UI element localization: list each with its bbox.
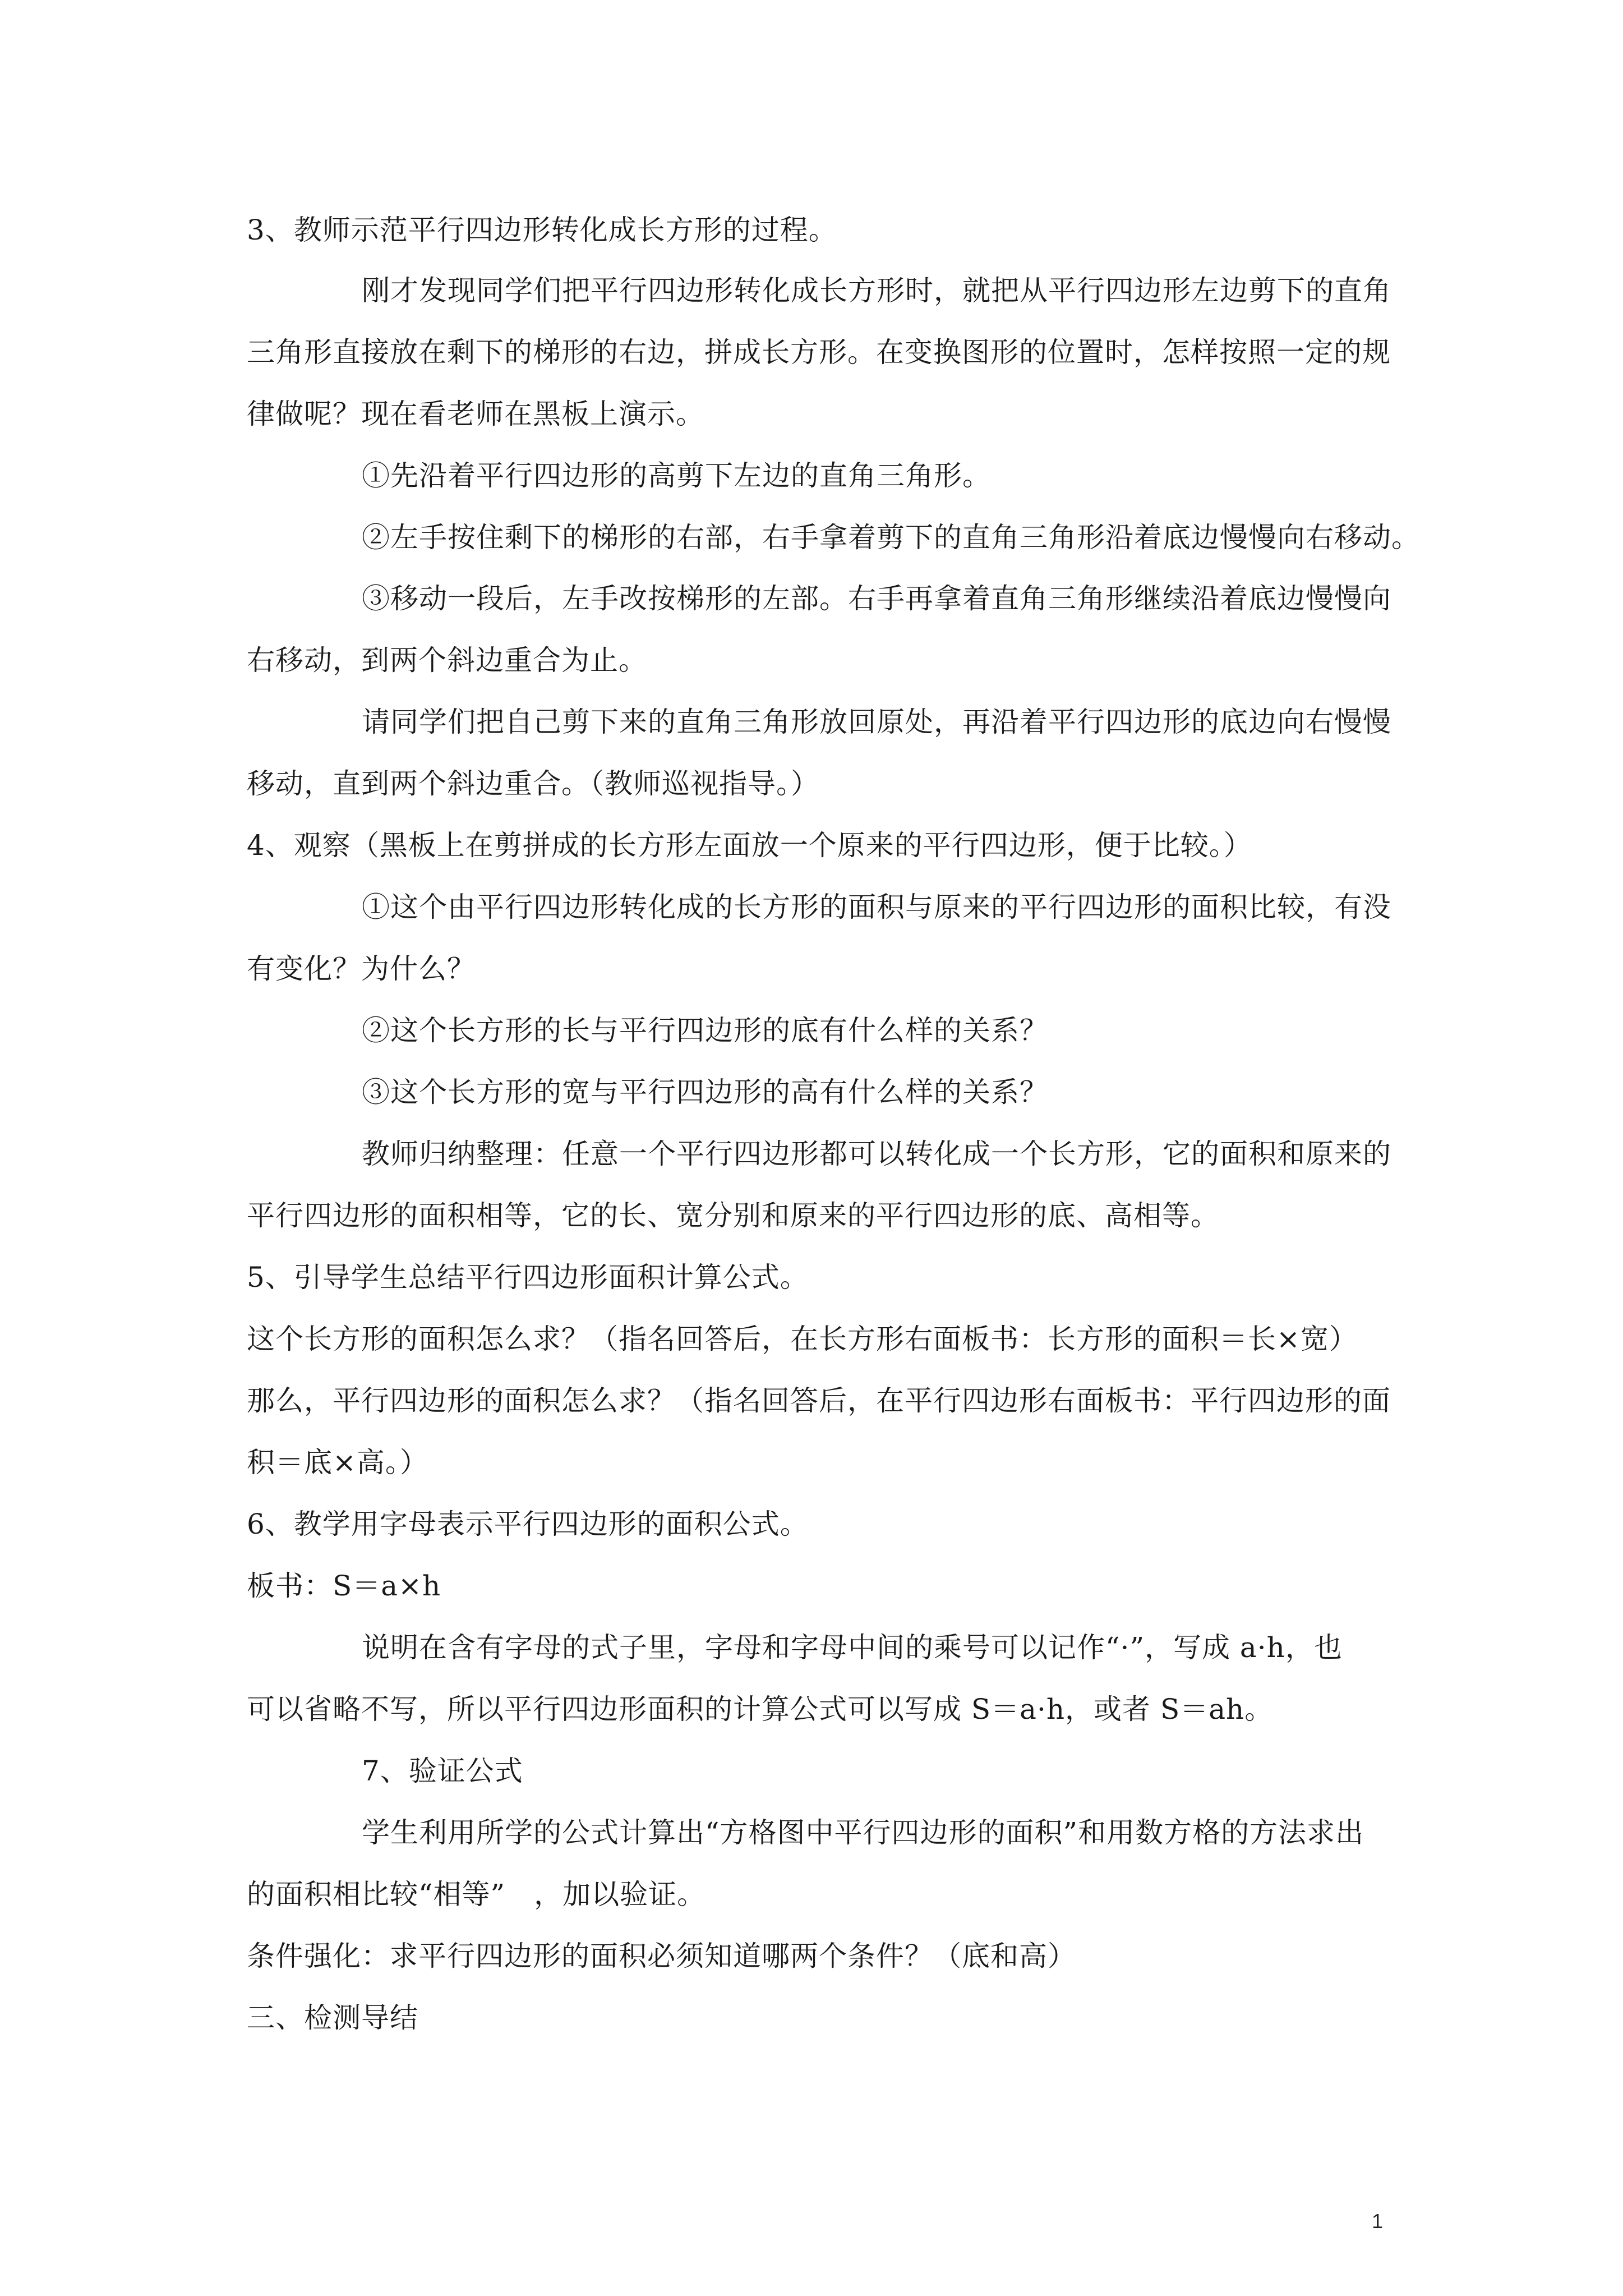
paragraph-line: 积＝底×高。） [247, 1446, 428, 1479]
paragraph-line: 刚才发现同学们把平行四边形转化成长方形时，就把从平行四边形左边剪下的直角 [362, 274, 1391, 307]
paragraph-line: 这个长方形的面积怎么求？（指名回答后，在长方形右面板书：长方形的面积＝长×宽） [247, 1323, 1358, 1355]
paragraph-line: 条件强化：求平行四边形的面积必须知道哪两个条件？（底和高） [247, 1940, 1076, 1972]
paragraph-line: 平行四边形的面积相等，它的长、宽分别和原来的平行四边形的底、高相等。 [247, 1199, 1219, 1232]
heading-step-3: 3、教师示范平行四边形转化成长方形的过程。 [247, 214, 837, 246]
paragraph-line: 三角形直接放在剩下的梯形的右边，拼成长方形。在变换图形的位置时，怎样按照一定的规 [247, 336, 1391, 369]
paragraph-line: 可以省略不写，所以平行四边形面积的计算公式可以写成 S＝a·h，或者 S＝ah。 [247, 1693, 1274, 1726]
paragraph-line: 学生利用所学的公式计算出“方格图中平行四边形的面积”和用数方格的方法求出 [362, 1816, 1364, 1849]
section-heading: 三、检测导结 [247, 2001, 418, 2034]
heading-step-7: 7、验证公式 [362, 1755, 523, 1787]
paragraph-line: 请同学们把自己剪下来的直角三角形放回原处，再沿着平行四边形的底边向右慢慢 [362, 706, 1391, 738]
paragraph-line: 那么，平行四边形的面积怎么求？（指名回答后，在平行四边形右面板书：平行四边形的面 [247, 1384, 1391, 1417]
heading-step-4: 4、观察（黑板上在剪拼成的长方形左面放一个原来的平行四边形，便于比较。） [247, 829, 1252, 862]
paragraph-line: 移动，直到两个斜边重合。（教师巡视指导。） [247, 767, 819, 800]
paragraph-line: 教师归纳整理：任意一个平行四边形都可以转化成一个长方形，它的面积和原来的 [362, 1138, 1391, 1170]
list-item-1: ①先沿着平行四边形的高剪下左边的直角三角形。 [362, 459, 991, 492]
page-number: 1 [1372, 2210, 1384, 2233]
heading-step-5: 5、引导学生总结平行四边形面积计算公式。 [247, 1261, 809, 1294]
formula-line: 板书：S＝a×h [247, 1570, 441, 1602]
question-2: ②这个长方形的长与平行四边形的底有什么样的关系？ [362, 1014, 1048, 1047]
list-item-3: ③移动一段后，左手改按梯形的左部。右手再拿着直角三角形继续沿着底边慢慢向 [362, 582, 1391, 615]
list-item-2: ②左手按住剩下的梯形的右部，右手拿着剪下的直角三角形沿着底边慢慢向右移动。 [362, 521, 1420, 554]
question-1: ①这个由平行四边形转化成的长方形的面积与原来的平行四边形的面积比较，有没 [362, 891, 1391, 923]
question-3: ③这个长方形的宽与平行四边形的高有什么样的关系？ [362, 1076, 1048, 1108]
paragraph-line: 右移动，到两个斜边重合为止。 [247, 644, 647, 677]
paragraph-line: 说明在含有字母的式子里，字母和字母中间的乘号可以记作“·”，写成 a·h，也 [362, 1631, 1343, 1664]
paragraph-line: 律做呢？现在看老师在黑板上演示。 [247, 398, 704, 430]
paragraph-line: 有变化？为什么？ [247, 953, 476, 985]
paragraph-line: 的面积相比较“相等” ，加以验证。 [247, 1878, 706, 1911]
heading-step-6: 6、教学用字母表示平行四边形的面积公式。 [247, 1508, 809, 1540]
